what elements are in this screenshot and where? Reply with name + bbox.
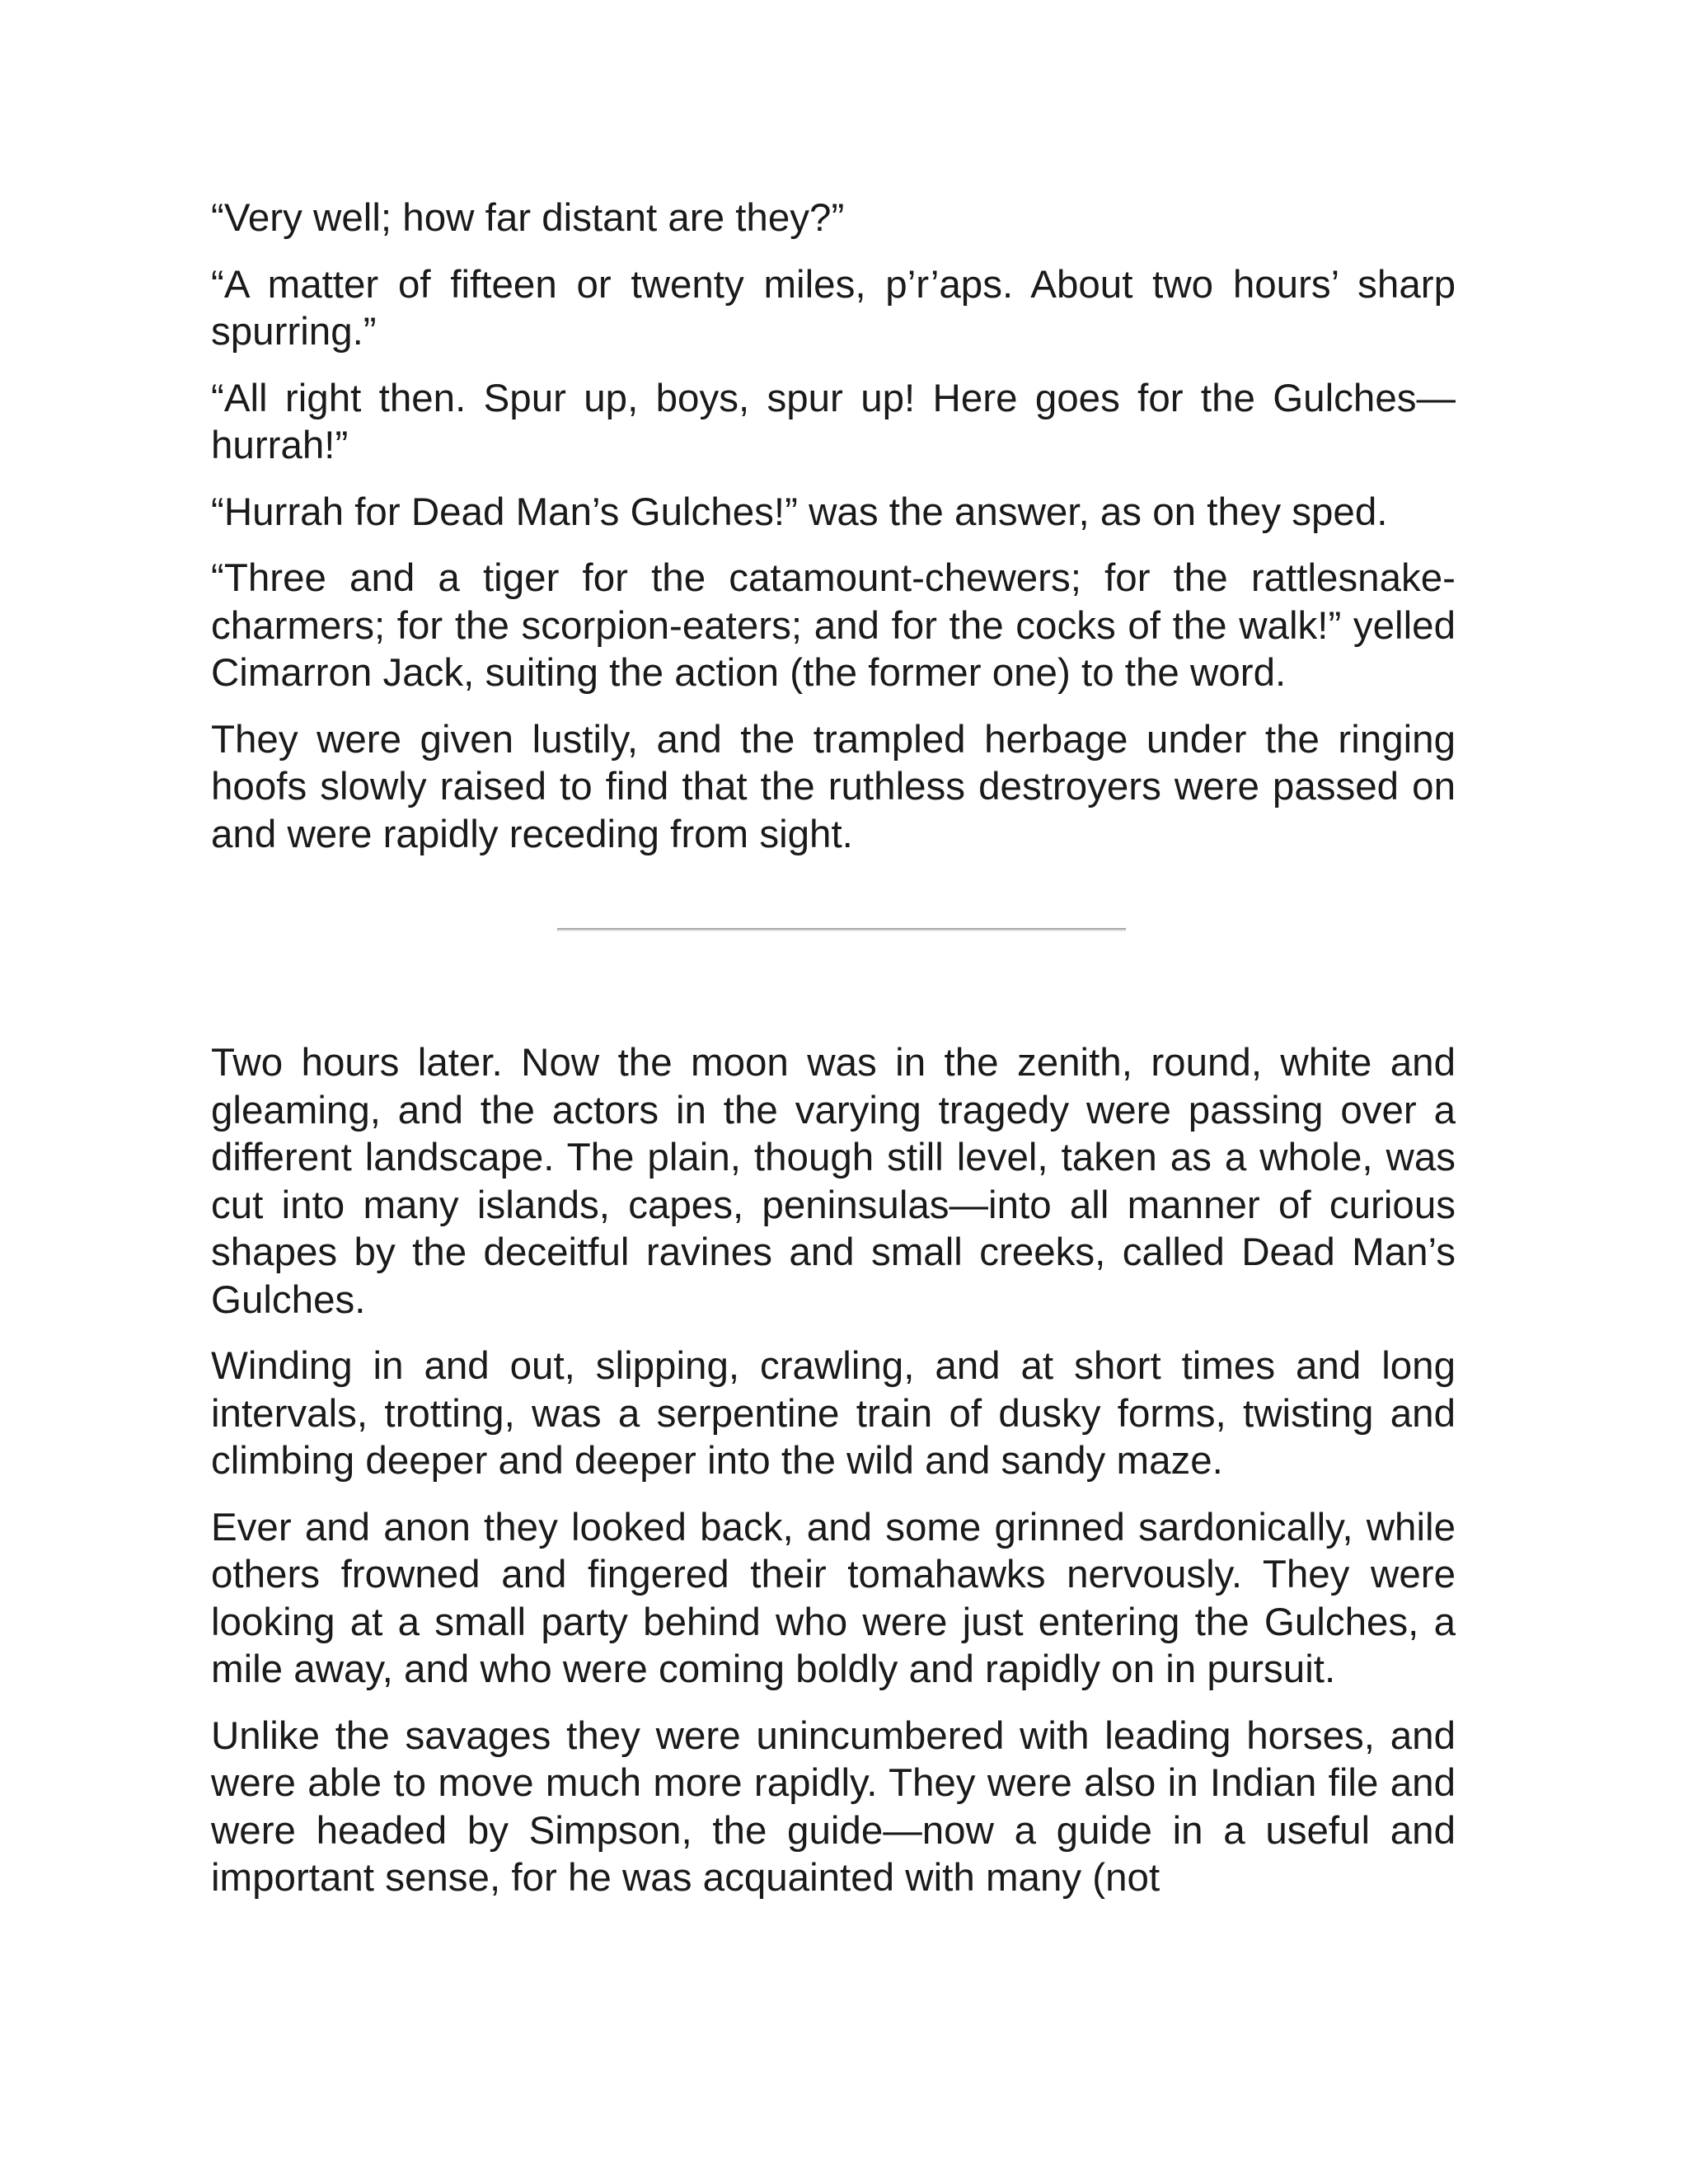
paragraph: “A matter of fifteen or twenty miles, p’r’aps. About two hours’ sharp spurring.” (211, 262, 1456, 354)
paragraph: Winding in and out, slipping, crawling, and at short times and long intervals, trotting, was a serpentine train of dusky forms, twisting and climbing deeper and deeper into the wild and sandy maze. (211, 1344, 1456, 1483)
section-one (211, 194, 1456, 858)
section-two (211, 1039, 1456, 1902)
paragraph: Unlike the savages they were unincumbered with leading horses, and were able to move much more rapidly. They were also in Indian file and were headed by Simpson, the guide—now a guide in a useful and important sense, for he was acquainted with many (not (211, 1713, 1456, 1900)
document-page (211, 194, 1456, 1902)
paragraph: Ever and anon they looked back, and some grinned sardonically, while others frowned and fingered their tomahawks nervously. They were looking at a small party behind who were just entering the Gulches, a mile away, and who were coming boldly and rapidly on in pursuit. (211, 1505, 1456, 1691)
section-divider (211, 858, 1456, 1039)
paragraph: “Hurrah for Dead Man’s Gulches!” was the answer, as on they sped. (211, 490, 1388, 534)
paragraph: “Very well; how far distant are they?” (211, 196, 845, 240)
paragraph: “Three and a tiger for the catamount-chewers; for the rattlesnake-charmers; for the scorpion-eaters; and for the cocks of the walk!” yelled Cimarron Jack, suiting the action (the former one) to the word. (211, 556, 1456, 695)
paragraph: They were given lustily, and the trampled herbage under the ringing hoofs slowly raised to find that the ruthless destroyers were passed on and were rapidly receding from sight. (211, 717, 1456, 856)
paragraph: “All right then. Spur up, boys, spur up! Here goes for the Gulches—hurrah!” (211, 376, 1456, 467)
horizontal-rule (557, 928, 1126, 931)
paragraph: Two hours later. Now the moon was in the zenith, round, white and gleaming, and the actors in the varying tragedy were passing over a different landscape. The plain, though still level, taken as a whole, was cut into many islands, capes, peninsulas—into all manner of curious shapes by the deceitful ravines and small creeks, called Dead Man’s Gulches. (211, 1041, 1456, 1322)
